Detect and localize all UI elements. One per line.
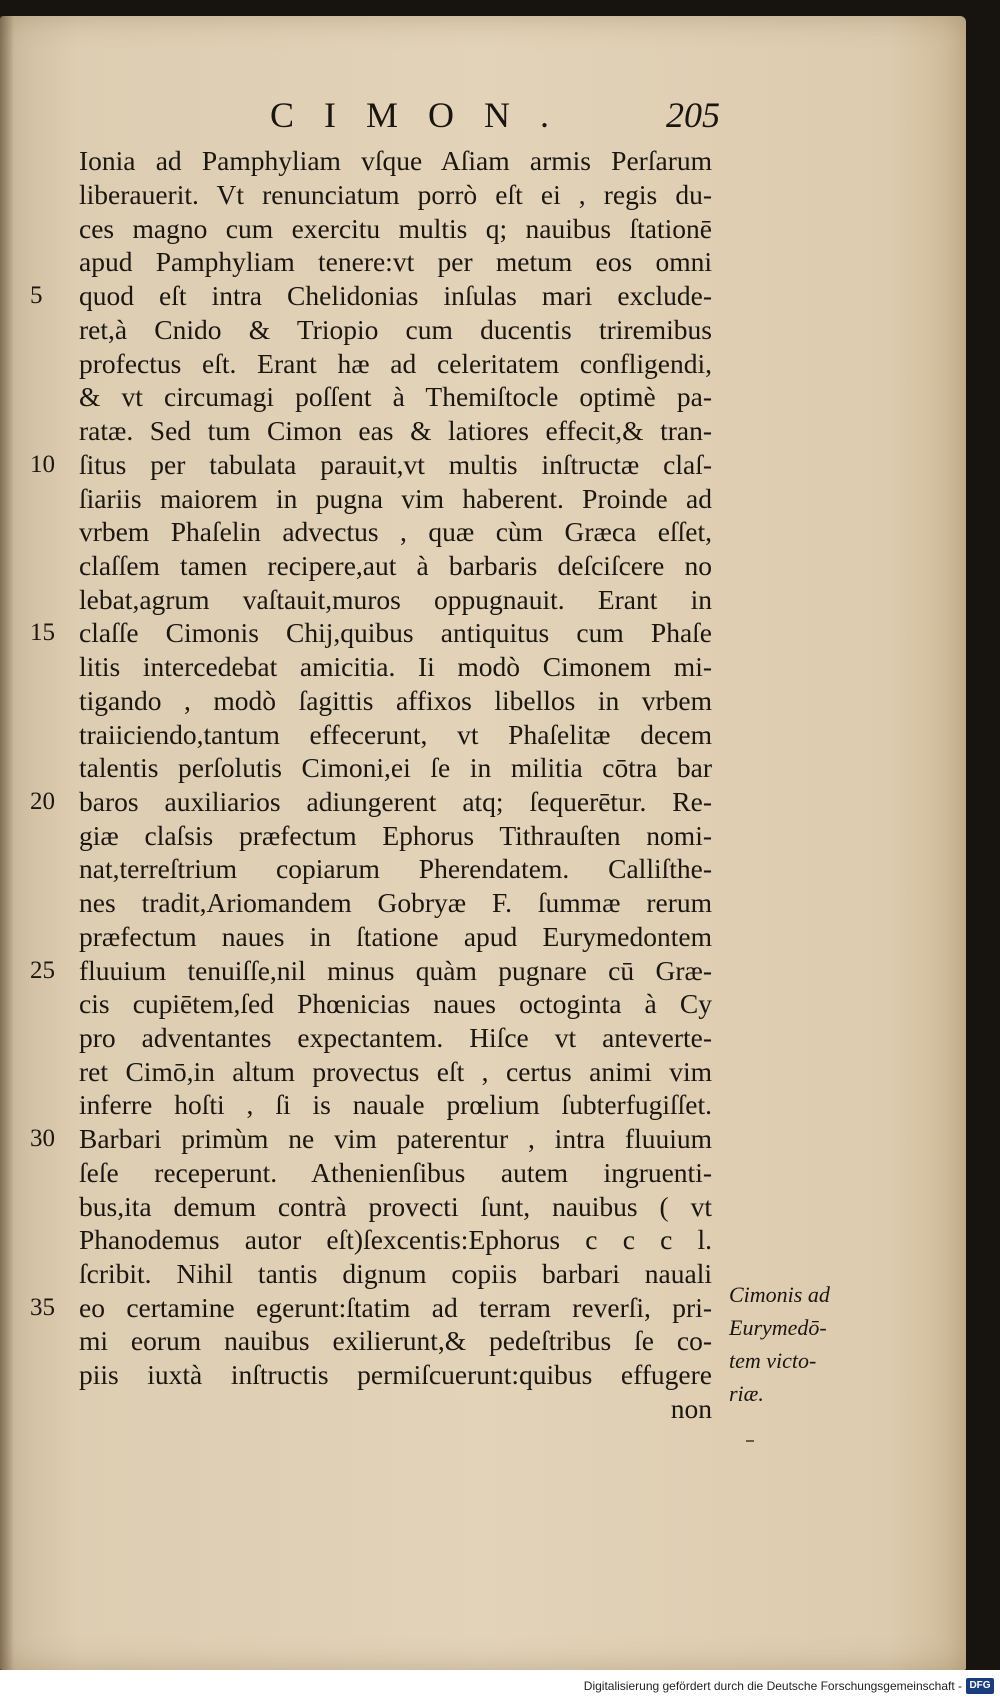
running-head	[0, 94, 966, 134]
text-line: eo certamine egerunt:ſtatim ad terram reverſi, pri-	[79, 1292, 712, 1323]
line-number: 15	[30, 619, 55, 646]
line-number: 25	[30, 957, 55, 984]
text-line: liberauerit. Vt renunciatum porrò eſt ei , regis du-	[79, 179, 712, 210]
margin-mark	[746, 1440, 754, 1442]
text-line: bus,ita demum contrà provecti ſunt, nauibus ( vt	[79, 1191, 712, 1222]
text-line: giæ claſsis præfectum Ephorus Tithrauſten nomi-	[79, 820, 712, 851]
text-line: baros auxiliarios adiungerent atq; ſequerētur. Re-	[79, 786, 712, 817]
text-line: mi eorum nauibus exilierunt,& pedeſtribus ſe co-	[79, 1325, 712, 1356]
marginal-note-line: Eurymedō-	[729, 1315, 827, 1340]
text-line: Barbari primùm ne vim paterentur , intra fluuium	[79, 1123, 712, 1154]
text-line: lebat,agrum vaſtauit,muros oppugnauit. Erant in	[79, 584, 712, 615]
text-line: tigando , modò ſagittis affixos libellos in vrbem	[79, 685, 712, 716]
marginal-note-line: riæ.	[729, 1381, 764, 1406]
text-line: præfectum naues in ſtatione apud Eurymedontem	[79, 921, 712, 952]
text-line: pro adventantes expectantem. Hiſce vt anteverte-	[79, 1022, 712, 1053]
text-line: inferre hoſti , ſi is nauale prœlium ſubterfugiſſet.	[79, 1089, 712, 1120]
book-page	[0, 16, 966, 1670]
text-line: traiiciendo,tantum effecerunt, vt Phaſelitæ decem	[79, 719, 712, 750]
text-line: ſeſe receperunt. Athenienſibus autem ingruenti-	[79, 1157, 712, 1188]
text-line: quod eſt intra Chelidonias inſulas mari exclude-	[79, 280, 712, 311]
text-line: ſiariis maiorem in pugna vim haberent. Proinde ad	[79, 483, 712, 514]
line-number: 30	[30, 1125, 55, 1152]
marginal-note-line: Cimonis ad	[729, 1282, 830, 1307]
line-number: 20	[30, 788, 55, 815]
marginal-note-line: tem victo-	[729, 1348, 817, 1373]
digitization-footer	[0, 1670, 1000, 1703]
funding-credit: Digitalisierung gefördert durch die Deutsche Forschungsgemeinschaft -	[583, 1679, 962, 1693]
text-line: ret,à Cnido & Triopio cum ducentis triremibus	[79, 314, 712, 345]
text-line: nes tradit,Ariomandem Gobryæ F. ſummæ rerum	[79, 887, 712, 918]
text-line: profectus eſt. Erant hæ ad celeritatem confligendi,	[79, 348, 712, 379]
running-head-title: CIMON.	[270, 95, 580, 135]
text-line: apud Pamphyliam tenere:vt per metum eos omni	[79, 246, 712, 277]
dfg-logo-icon: DFG	[966, 1678, 994, 1694]
text-line: nat,terreſtrium copiarum Pherendatem. Calliſthe-	[79, 853, 712, 884]
line-number: 35	[30, 1294, 55, 1321]
text-line: Ionia ad Pamphyliam vſque Aſiam armis Perſarum	[79, 145, 712, 176]
text-line: ret Cimō,in altum provectus eſt , certus animi vim	[79, 1056, 712, 1087]
text-line: & vt circumagi poſſent à Themiſtocle optimè pa-	[79, 381, 712, 412]
text-line: fluuium tenuiſſe,nil minus quàm pugnare cū Græ-	[79, 955, 712, 986]
line-number: 5	[30, 282, 43, 309]
text-line: piis iuxtà inſtructis permiſcuerunt:quibus effugere	[79, 1359, 712, 1390]
text-line: ces magno cum exercitu multis q; nauibus ſtationē	[79, 213, 712, 244]
gutter-shadow	[0, 16, 14, 1670]
page-number: 205	[666, 95, 720, 135]
text-line: litis intercedebat amicitia. Ii modò Cimonem mi-	[79, 651, 712, 682]
text-line: ſcribit. Nihil tantis dignum copiis barbari nauali	[79, 1258, 712, 1289]
text-line: talentis perſolutis Cimoni,ei ſe in militia cōtra bar	[79, 752, 712, 783]
text-line: ſitus per tabulata parauit,vt multis inſtructæ claſ-	[79, 449, 712, 480]
marginal-note	[729, 1278, 854, 1410]
text-line: ratæ. Sed tum Cimon eas & latiores effecit,& tran-	[79, 415, 712, 446]
line-number: 10	[30, 451, 55, 478]
catchword: non	[670, 1393, 712, 1424]
text-line: Phanodemus autor eſt)ſexcentis:Ephorus c c c l.	[79, 1224, 712, 1255]
text-line: claſſe Cimonis Chij,quibus antiquitus cum Phaſe	[79, 617, 712, 648]
text-line: vrbem Phaſelin advectus , quæ cùm Græca eſſet,	[79, 516, 712, 547]
text-line: cis cupiētem,ſed Phœnicias naues octoginta à Cy	[79, 988, 712, 1019]
text-line: claſſem tamen recipere,aut à barbaris deſciſcere no	[79, 550, 712, 581]
